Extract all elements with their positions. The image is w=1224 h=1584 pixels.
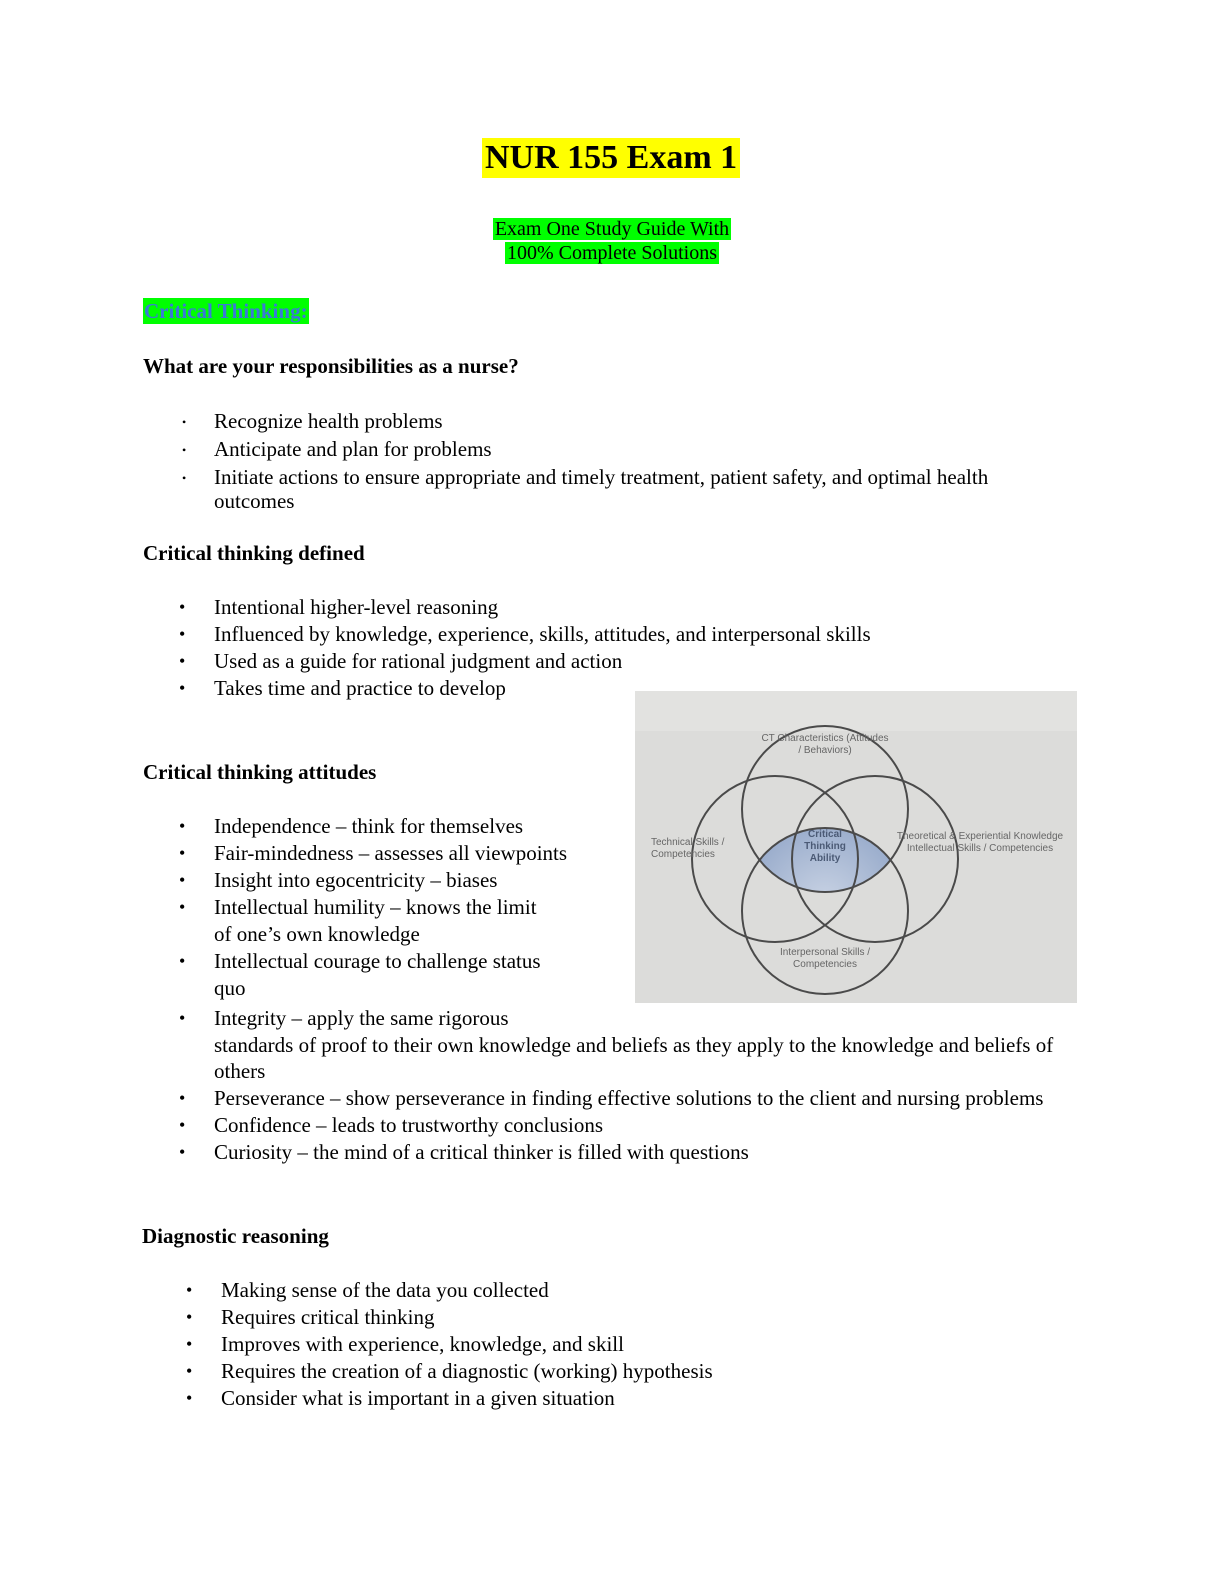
list-item: • Initiate actions to ensure appropriate and timely treatment, patient safety, and optimal health outcomes <box>182 465 989 513</box>
bullet-icon: • <box>182 415 187 429</box>
list-item: • Recognize health problems <box>143 408 1043 435</box>
list-item: • Requires critical thinking <box>186 1305 435 1329</box>
bullet-icon: • <box>182 443 187 457</box>
list-item: • Intellectual humility – knows the limit of one’s own knowledge <box>179 895 537 946</box>
list-item: • Takes time and practice to develop <box>179 676 506 700</box>
subtitle <box>0 217 1224 265</box>
bullet-icon: • <box>179 1008 186 1028</box>
defined-heading: Critical thinking defined <box>143 541 365 565</box>
list-item: • Insight into egocentricity – biases <box>179 868 498 892</box>
bullet-icon: • <box>179 624 186 644</box>
diagram-highlight <box>635 691 1077 731</box>
list-item: • Intentional higher-level reasoning <box>179 595 499 619</box>
list-item: • Independence – think for themselves <box>179 814 524 838</box>
bullet-icon: • <box>186 1361 193 1381</box>
responsibilities-heading: What are your responsibilities as a nurse? <box>143 354 519 378</box>
bullet-icon: • <box>182 471 187 485</box>
list-item: • Curiosity – the mind of a critical thinker is filled with questions <box>179 1140 749 1164</box>
attitudes-list <box>143 813 623 1002</box>
list-item: • Influenced by knowledge, experience, skills, attitudes, and interpersonal skills <box>179 622 871 646</box>
list-item: • Intellectual courage to challenge status quo <box>179 949 541 1000</box>
list-item: • Integrity – apply the same rigorous standards of proof to their own knowledge and beliefs as they apply to the knowledge and beliefs of others <box>179 1006 1054 1083</box>
bullet-icon: • <box>186 1280 193 1300</box>
defined-list <box>143 594 1043 702</box>
list-item: • Anticipate and plan for problems <box>143 436 1043 463</box>
diagnostic-heading: Diagnostic reasoning <box>142 1224 329 1248</box>
bullet-icon: • <box>179 870 186 890</box>
list-item: • Requires the creation of a diagnostic (working) hypothesis <box>186 1359 713 1383</box>
list-item: • Fair-mindedness – assesses all viewpoints <box>179 841 568 865</box>
bullet-icon: • <box>179 843 186 863</box>
bullet-icon: • <box>186 1388 193 1408</box>
list-item: • Improves with experience, knowledge, and skill <box>186 1332 624 1356</box>
attitudes-heading: Critical thinking attitudes <box>143 760 377 784</box>
responsibilities-list <box>143 408 1043 513</box>
bullet-icon: • <box>179 597 186 617</box>
bullet-icon: • <box>179 897 186 917</box>
bullet-icon: • <box>179 678 186 698</box>
list-item: • Making sense of the data you collected <box>186 1278 549 1302</box>
attitudes-list-continued <box>143 1005 1083 1166</box>
list-item: • Perseverance – show perseverance in finding effective solutions to the client and nursing problems <box>179 1086 1044 1110</box>
bullet-icon: • <box>179 1115 186 1135</box>
bullet-icon: • <box>179 951 186 971</box>
section-heading: Critical Thinking: <box>144 299 308 323</box>
bullet-icon: • <box>186 1307 193 1327</box>
diagram-label-top: CT Characteristics (Attitudes / Behaviors) <box>761 733 889 756</box>
bullet-icon: • <box>179 1088 186 1108</box>
list-item: • Consider what is important in a given situation <box>186 1386 615 1410</box>
diagnostic-list <box>150 1277 1050 1412</box>
page-title: NUR 155 Exam 1 <box>482 138 740 178</box>
diagram-label-left: Technical Skills / Competencies <box>651 837 725 860</box>
list-item: • Used as a guide for rational judgment and action <box>179 649 623 673</box>
subtitle-line-2: 100% Complete Solutions <box>507 242 717 264</box>
diagram-label-center: Critical Thinking Ability <box>804 829 846 864</box>
list-item: • Confidence – leads to trustworthy conclusions <box>179 1113 604 1137</box>
bullet-icon: • <box>186 1334 193 1354</box>
subtitle-line-1: Exam One Study Guide With <box>494 218 730 240</box>
bullet-icon: • <box>179 1142 186 1162</box>
diagram-label-bottom: Interpersonal Skills / Competencies <box>779 947 871 970</box>
diagram-label-right: Theoretical & Experiential Knowledge Intellectual Skills / Competencies <box>896 831 1064 854</box>
bullet-icon: • <box>179 816 186 836</box>
venn-diagram-image <box>635 691 1077 1003</box>
bullet-icon: • <box>179 651 186 671</box>
